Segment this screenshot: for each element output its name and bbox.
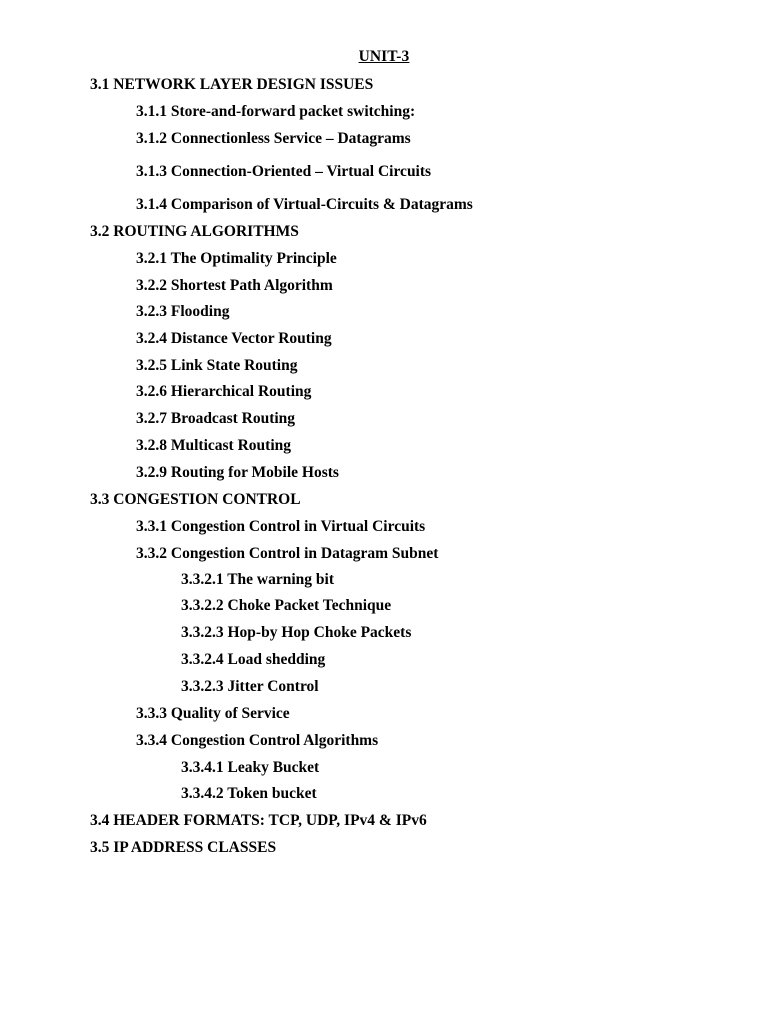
toc-subsubheading: 3.3.2.3 Hop-by Hop Choke Packets [181,624,412,641]
toc-subheading: 3.1.2 Connectionless Service – Datagrams [136,130,411,147]
toc-heading: 3.3 CONGESTION CONTROL [90,491,301,508]
toc-subsubheading: 3.3.2.4 Load shedding [181,651,326,668]
toc-subheading: 3.3.3 Quality of Service [136,705,290,722]
toc-heading: 3.2 ROUTING ALGORITHMS [90,223,299,240]
toc-subheading: 3.2.1 The Optimality Principle [136,250,337,267]
toc-subheading: 3.2.6 Hierarchical Routing [136,383,312,400]
toc-subsubheading: 3.3.4.2 Token bucket [181,785,317,802]
toc-subheading: 3.1.1 Store-and-forward packet switching: [136,103,416,120]
toc-subheading: 3.2.5 Link State Routing [136,357,298,374]
toc-subheading: 3.2.3 Flooding [136,303,230,320]
toc-subheading: 3.2.7 Broadcast Routing [136,410,296,427]
toc-subheading: 3.3.4 Congestion Control Algorithms [136,732,379,749]
toc-subsubheading: 3.3.4.1 Leaky Bucket [181,759,320,776]
toc-heading: 3.4 HEADER FORMATS: TCP, UDP, IPv4 & IPv6 [90,812,427,829]
toc-subsubheading: 3.3.2.3 Jitter Control [181,678,319,695]
toc-subheading: 3.3.2 Congestion Control in Datagram Subnet [136,545,439,562]
toc-heading: 3.1 NETWORK LAYER DESIGN ISSUES [90,76,374,93]
toc-subheading: 3.2.8 Multicast Routing [136,437,291,454]
toc-subsubheading: 3.3.2.2 Choke Packet Technique [181,597,392,614]
toc-subheading: 3.2.4 Distance Vector Routing [136,330,332,347]
page-title: UNIT-3 [358,48,410,65]
toc-subheading: 3.1.4 Comparison of Virtual-Circuits & Datagrams [136,196,473,213]
toc-subheading: 3.1.3 Connection-Oriented – Virtual Circuits [136,163,432,180]
toc-subsubheading: 3.3.2.1 The warning bit [181,571,335,588]
toc-subheading: 3.2.9 Routing for Mobile Hosts [136,464,339,481]
toc-subheading: 3.3.1 Congestion Control in Virtual Circuits [136,518,426,535]
toc-heading: 3.5 IP ADDRESS CLASSES [90,839,277,856]
toc-subheading: 3.2.2 Shortest Path Algorithm [136,277,333,294]
